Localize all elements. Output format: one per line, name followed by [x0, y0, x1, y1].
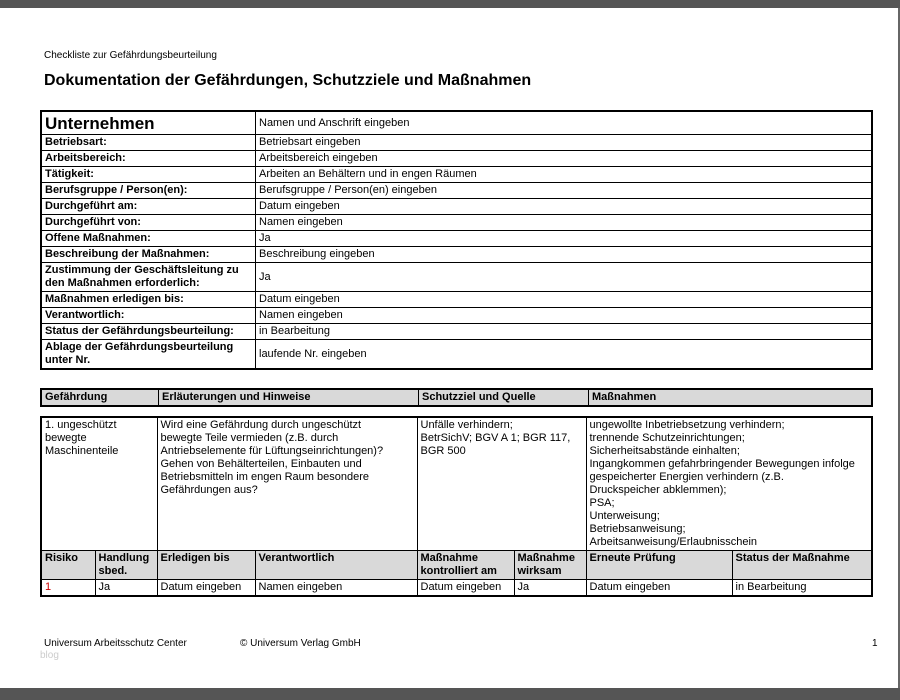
status-header-kontrolliert: Maßnahme kontrolliert am: [417, 551, 514, 580]
footer-page-number: 1: [872, 638, 878, 649]
info-value[interactable]: laufende Nr. eingeben: [256, 340, 873, 370]
hazard-explanation: Wird eine Gefährdung durch ungeschützt bewegte Teile vermieden (z.B. durch Antriebselemente für Lüftungseinrichtungen)? Gehen von Behälterteilen, Einbauten und Betriebsmitteln im engen Raum besondere Gefährdungen aus?: [157, 417, 417, 551]
info-value[interactable]: Datum eingeben: [256, 199, 873, 215]
info-row-beschreibung: [41, 247, 872, 263]
info-label: Betriebsart:: [41, 135, 256, 151]
info-row-arbeitsbereich: [41, 151, 872, 167]
footer-copyright: © Universum Verlag GmbH: [240, 638, 361, 649]
info-label: Berufsgruppe / Person(en):: [41, 183, 256, 199]
info-label: Tätigkeit:: [41, 167, 256, 183]
info-row-betriebsart: [41, 135, 872, 151]
info-row-erledigen-bis: [41, 292, 872, 308]
info-label: Status der Gefährdungsbeurteilung:: [41, 324, 256, 340]
header-gefaehrdung: Gefährdung: [41, 389, 159, 406]
effective-value[interactable]: Ja: [514, 580, 586, 597]
info-value[interactable]: Beschreibung eingeben: [256, 247, 873, 263]
info-value[interactable]: Arbeiten an Behältern und in engen Räumen: [256, 167, 873, 183]
recheck-date-value[interactable]: Datum eingeben: [586, 580, 732, 597]
checked-date-value[interactable]: Datum eingeben: [417, 580, 514, 597]
header-massnahmen: Maßnahmen: [589, 389, 873, 406]
info-value[interactable]: Arbeitsbereich eingeben: [256, 151, 873, 167]
info-value[interactable]: Namen eingeben: [256, 215, 873, 231]
info-row-durchgefuehrt-von: [41, 215, 872, 231]
action-required-value[interactable]: Ja: [95, 580, 157, 597]
document-subtitle: Checkliste zur Gefährdungsbeurteilung: [44, 50, 217, 61]
hazard-detail-table: [40, 416, 873, 597]
status-value-row: [41, 580, 872, 597]
top-frame-bar: [0, 0, 900, 8]
footer-company: Universum Arbeitsschutz Center: [44, 638, 187, 649]
info-value[interactable]: Datum eingeben: [256, 292, 873, 308]
info-row-durchgefuehrt-am: [41, 199, 872, 215]
header-erlaeuterungen: Erläuterungen und Hinweise: [159, 389, 419, 406]
status-header-wirksam: Maßnahme wirksam: [514, 551, 586, 580]
responsible-value[interactable]: Namen eingeben: [255, 580, 417, 597]
info-label: Zustimmung der Geschäftsleitung zu den Maßnahmen erforderlich:: [41, 263, 256, 292]
status-header-risiko: Risiko: [41, 551, 95, 580]
status-header-pruefung: Erneute Prüfung: [586, 551, 732, 580]
info-row-berufsgruppe: [41, 183, 872, 199]
company-info-table: [40, 110, 873, 370]
info-label: Ablage der Gefährdungsbeurteilung unter Nr.: [41, 340, 256, 370]
info-value[interactable]: Berufsgruppe / Person(en) eingeben: [256, 183, 873, 199]
info-label: Arbeitsbereich:: [41, 151, 256, 167]
watermark: blog: [40, 650, 59, 661]
info-row-zustimmung: [41, 263, 872, 292]
hazard-protection-goal: Unfälle verhindern; BetrSichV; BGV A 1; BGR 117, BGR 500: [417, 417, 586, 551]
info-row-offene-massnahmen: [41, 231, 872, 247]
status-header-erledigen: Erledigen bis: [157, 551, 255, 580]
info-row-taetigkeit: [41, 167, 872, 183]
hazard-row: [41, 417, 872, 551]
status-header-handlung: Handlung sbed.: [95, 551, 157, 580]
info-label: Verantwortlich:: [41, 308, 256, 324]
hazard-header-row: [41, 389, 872, 406]
header-schutzziel: Schutzziel und Quelle: [419, 389, 589, 406]
info-row-status: [41, 324, 872, 340]
info-label: Beschreibung der Maßnahmen:: [41, 247, 256, 263]
risk-value[interactable]: 1: [41, 580, 95, 597]
due-date-value[interactable]: Datum eingeben: [157, 580, 255, 597]
hazard-name: 1. ungeschützt bewegte Maschinenteile: [41, 417, 157, 551]
measure-status-value[interactable]: in Bearbeitung: [732, 580, 872, 597]
hazard-measures: ungewollte Inbetriebsetzung verhindern; trennende Schutzeinrichtungen; Sicherheitsabstände einhalten; Ingangkommen gefahrbringender Bewegungen infolge gespeicherter Energien verhindern (z.B. Druckspeicher abklemmen); PSA; Unterweisung; Betriebsanweisung; Arbeitsanweisung/Erlaubnisschein: [586, 417, 872, 551]
status-header-row: [41, 551, 872, 580]
info-row-verantwortlich: [41, 308, 872, 324]
status-header-verantwortlich: Verantwortlich: [255, 551, 417, 580]
info-row-ablage: [41, 340, 872, 370]
company-value[interactable]: Namen und Anschrift eingeben: [256, 111, 873, 135]
info-label: Offene Maßnahmen:: [41, 231, 256, 247]
info-value[interactable]: in Bearbeitung: [256, 324, 873, 340]
info-value[interactable]: Ja: [256, 231, 873, 247]
status-header-status: Status der Maßnahme: [732, 551, 872, 580]
company-label: Unternehmen: [41, 111, 256, 135]
bottom-frame-bar: [0, 688, 900, 700]
info-label: Durchgeführt am:: [41, 199, 256, 215]
hazard-header-table: [40, 388, 873, 407]
info-label: Durchgeführt von:: [41, 215, 256, 231]
info-value[interactable]: Namen eingeben: [256, 308, 873, 324]
info-label: Maßnahmen erledigen bis:: [41, 292, 256, 308]
info-value[interactable]: Betriebsart eingeben: [256, 135, 873, 151]
info-value[interactable]: Ja: [256, 263, 873, 292]
document-title: Dokumentation der Gefährdungen, Schutzziele und Maßnahmen: [44, 72, 532, 89]
company-row: [41, 111, 872, 135]
